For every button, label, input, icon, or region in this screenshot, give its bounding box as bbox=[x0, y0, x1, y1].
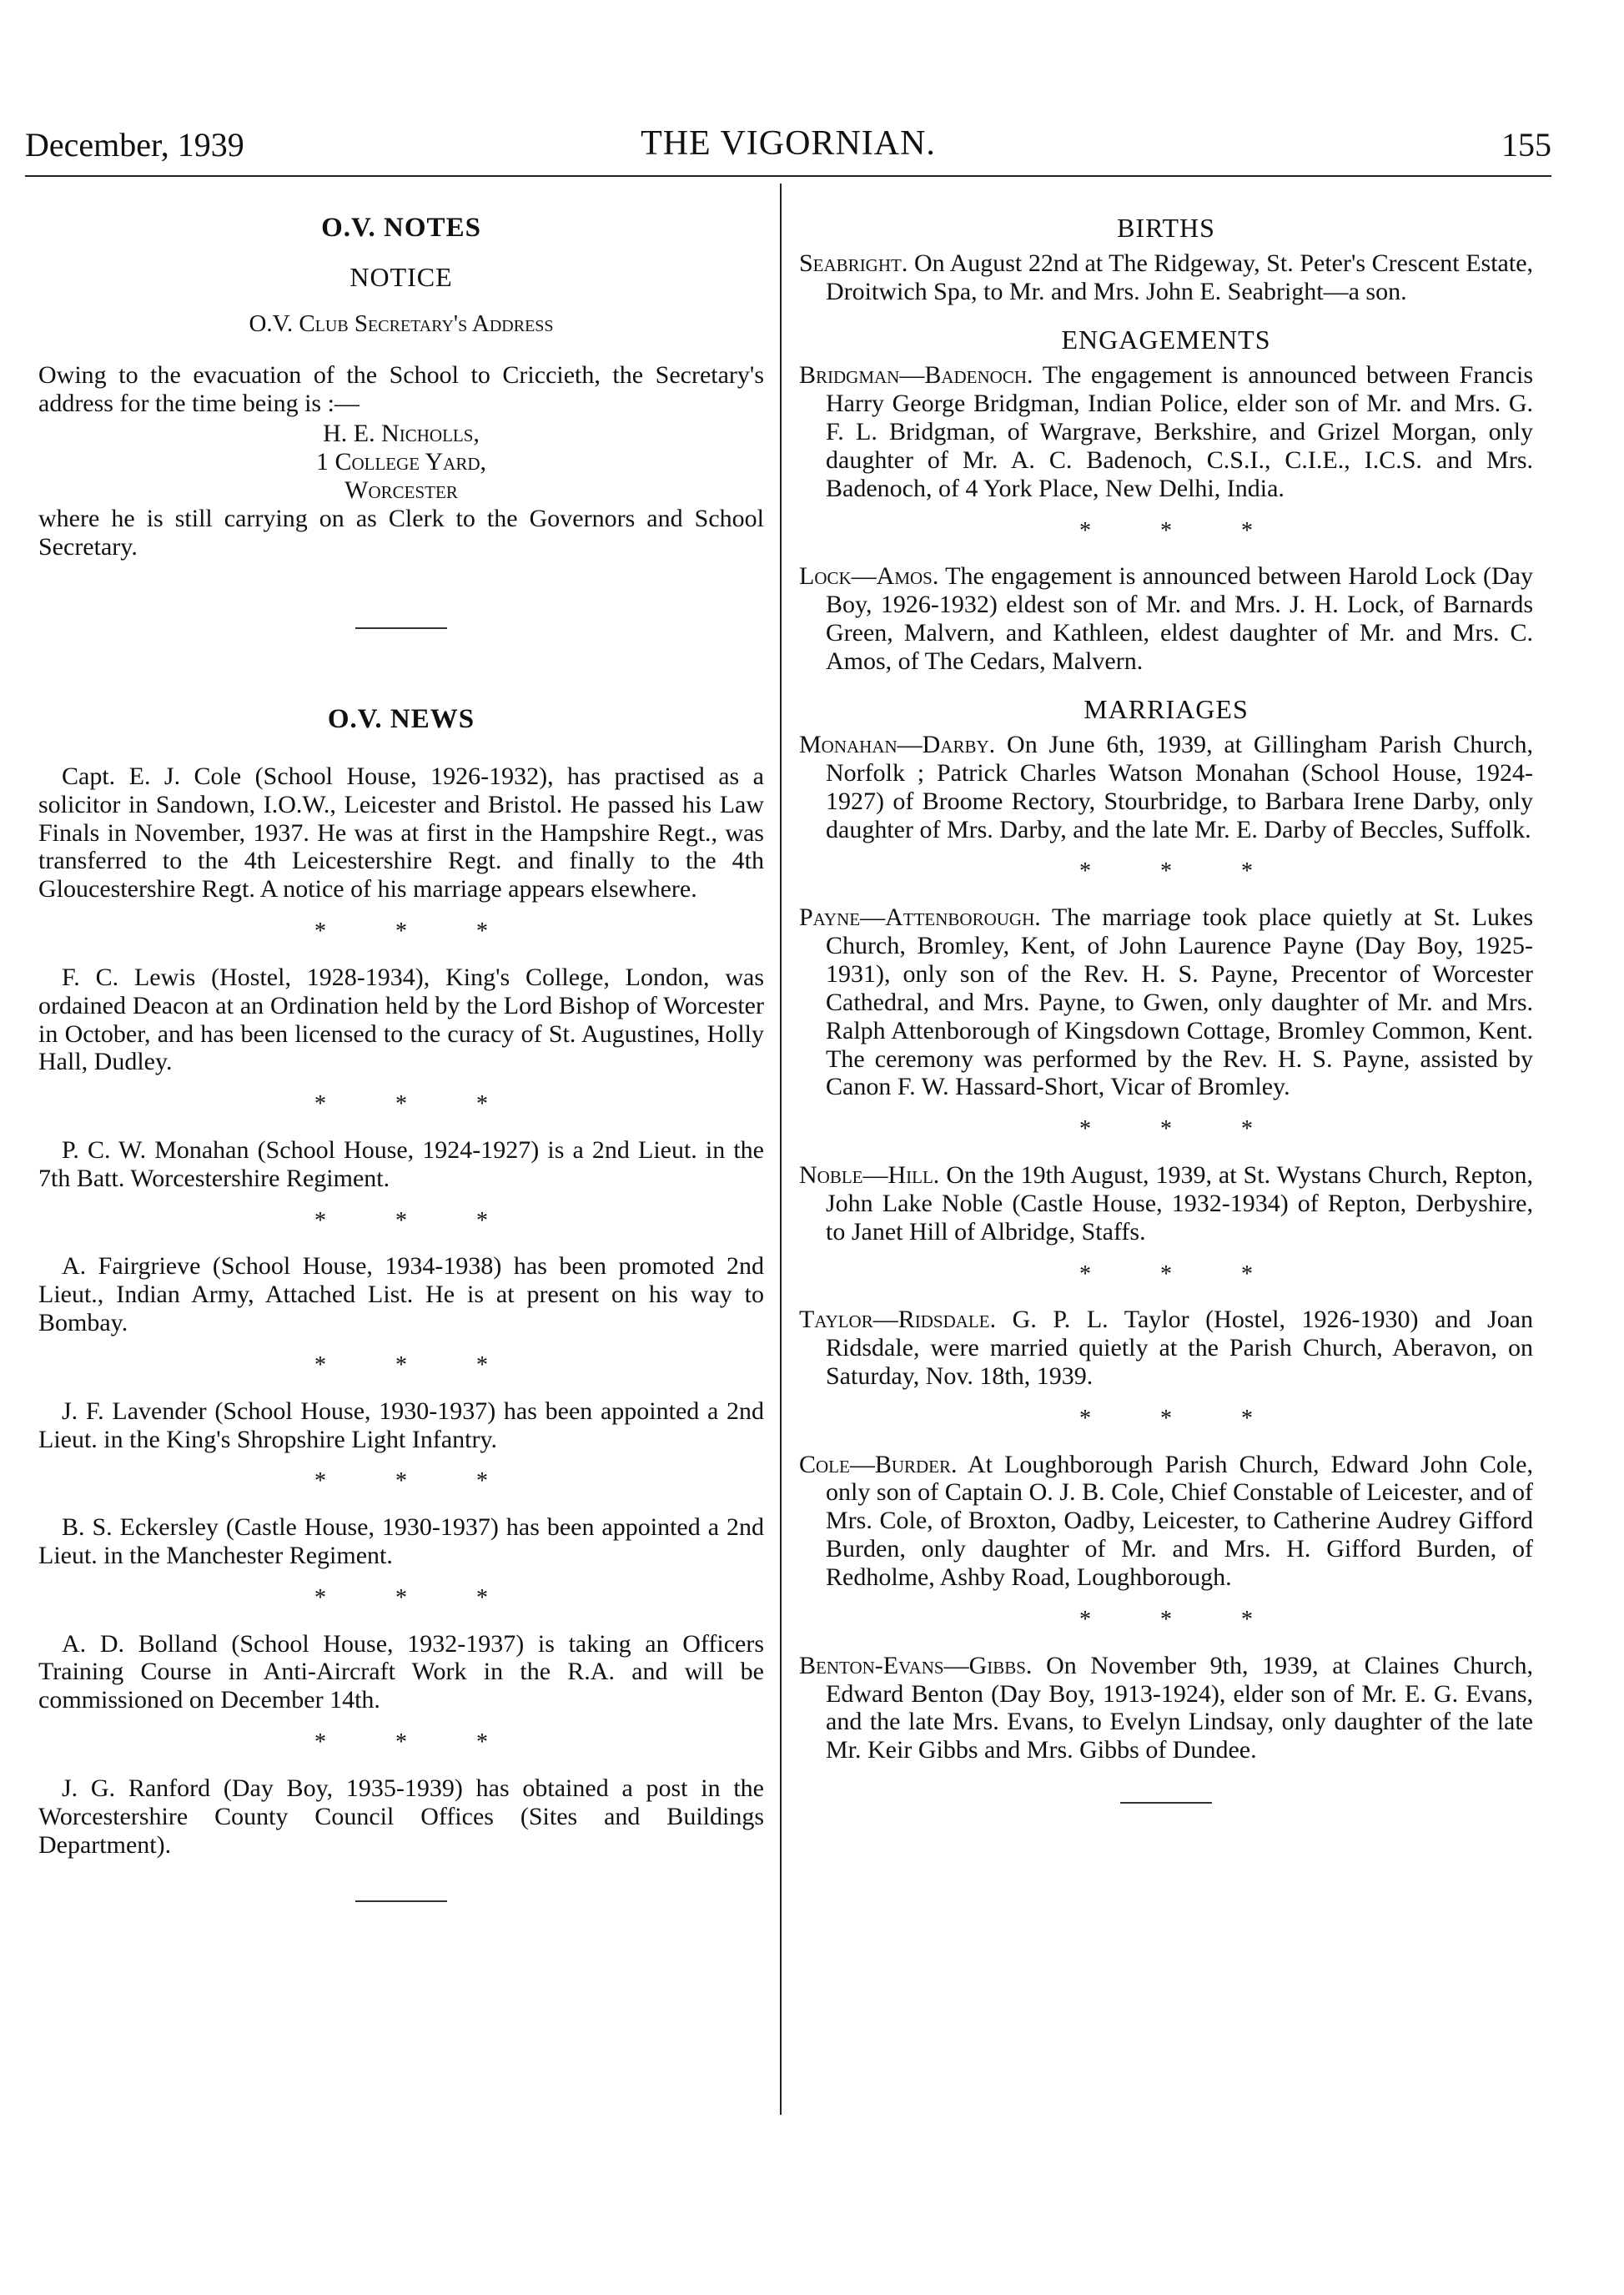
entry-names: Payne—Attenborough. bbox=[799, 903, 1041, 932]
entry-names: Bridgman—Badenoch. bbox=[799, 361, 1033, 390]
separator-stars: * * * bbox=[314, 919, 520, 945]
marriage-entry bbox=[799, 1652, 1533, 1765]
marriage-entry bbox=[799, 731, 1533, 844]
address-heading: O.V. Club Secretary's Address bbox=[249, 310, 554, 338]
entry-names: Monahan—Darby. bbox=[799, 730, 996, 758]
marriage-entry bbox=[799, 903, 1533, 1101]
entry-text: The engagement is announced between Francis Harry George Bridgman, Indian Police, elder son of Mr. and Mrs. G. F. L. Bridgman, of Wargrave, Berkshire, and Grizel Morgan, only daughter of Mr. A. C. Badenoch, C.S.I., C.I.E., I.C.S. and Mrs. Badenoch, of 4 York Place, New Delhi, India. bbox=[826, 361, 1533, 502]
news-item bbox=[38, 762, 764, 903]
notice-heading: NOTICE bbox=[349, 262, 453, 293]
separator-stars: * * * bbox=[1079, 517, 1285, 544]
entry-text: On June 6th, 1939, at Gillingham Parish Church, Norfolk ; Patrick Charles Watson Monahan (School House, 1924-1927) of Broome Rectory, Stourbridge, to Barbara Irene Darby, only daughter of Mrs. Darby, and the late Mr. E. Darby of Beccles, Suffolk. bbox=[826, 730, 1533, 843]
entry-text: On the 19th August, 1939, at St. Wystans Church, Repton, John Lake Noble (Castle House, 1932-1934) of Repton, Derbyshire, to Janet Hill of Albridge, Staffs. bbox=[826, 1160, 1534, 1246]
entry-names: Taylor—Ridsdale. bbox=[799, 1306, 997, 1334]
notice-text: Owing to the evacuation of the School to Criccieth, the Secretary's address for the time being is :— bbox=[38, 361, 764, 418]
ov-notes-heading: O.V. NOTES bbox=[321, 213, 481, 243]
news-item bbox=[38, 1774, 764, 1860]
separator-stars: * * * bbox=[1079, 1405, 1285, 1432]
column-divider bbox=[780, 184, 782, 2115]
separator-stars: * * * bbox=[1079, 1116, 1285, 1143]
separator-stars: * * * bbox=[314, 1729, 520, 1756]
births-heading: BIRTHS bbox=[1117, 213, 1215, 243]
separator-stars: * * * bbox=[1079, 858, 1285, 885]
page-header bbox=[25, 117, 1551, 177]
marriages-heading: MARRIAGES bbox=[1084, 693, 1249, 724]
journal-title: THE VIGORNIAN. bbox=[641, 124, 936, 163]
news-text: P. C. W. Monahan (School House, 1924-1927) is a 2nd Lieut. in the 7th Batt. Worcestershire Regiment. bbox=[38, 1135, 764, 1192]
marriage-entry bbox=[799, 1306, 1533, 1391]
issue-date: December, 1939 bbox=[25, 126, 244, 164]
entry-names: Noble—Hill. bbox=[799, 1160, 940, 1189]
news-text: A. Fairgrieve (School House, 1934-1938) has been promoted 2nd Lieut., Indian Army, Attached List. He is at present on his way to Bombay. bbox=[38, 1252, 764, 1337]
engagements-heading: ENGAGEMENTS bbox=[1061, 324, 1271, 355]
separator-stars: * * * bbox=[1079, 1261, 1285, 1287]
marriage-entry bbox=[799, 1161, 1533, 1246]
news-item bbox=[38, 1136, 764, 1193]
news-item bbox=[38, 1630, 764, 1715]
birth-entry bbox=[799, 249, 1533, 306]
marriage-entry bbox=[799, 1451, 1533, 1592]
news-text: Capt. E. J. Cole (School House, 1926-1932), has practised as a solicitor in Sandown, I.O.W., Leicester and Bristol. He passed his Law Finals in November, 1937. He was at first in the Hampshire Regt., was transferred to the 4th Leicestershire Regt. and finally to the 4th Gloucestershire Regt. A notice of his marriage appears elsewhere. bbox=[38, 762, 764, 903]
news-item bbox=[38, 1252, 764, 1337]
entry-names: Benton-Evans—Gibbs. bbox=[799, 1651, 1033, 1679]
news-item bbox=[38, 964, 764, 1077]
entry-text: At Loughborough Parish Church, Edward John Cole, only son of Captain O. J. B. Cole, Chief Constable of Leicester, and of Mrs. Cole, of Broxton, Oadby, Leicester, to Catherine Audrey Gifford Burden, only daughter of Mr. and Mrs. H. Gifford Burden, of Redholme, Ashby Road, Loughborough. bbox=[826, 1450, 1533, 1592]
page-number: 155 bbox=[1501, 126, 1551, 164]
right-column bbox=[799, 213, 1533, 1804]
entry-text: The engagement is announced between Harold Lock (Day Boy, 1926-1932) eldest son of Mr. and Mrs. J. H. Lock, of Barnards Green, Malvern, and Kathleen, eldest daughter of Mr. and Mrs. C. Amos, of The Cedars, Malvern. bbox=[826, 562, 1533, 675]
notice-after: where he is still carrying on as Clerk to the Governors and School Secretary. bbox=[38, 504, 764, 561]
news-text: B. S. Eckersley (Castle House, 1930-1937) has been appointed a 2nd Lieut. in the Manchester Regiment. bbox=[38, 1513, 764, 1569]
separator-stars: * * * bbox=[314, 1468, 520, 1495]
left-column bbox=[38, 213, 764, 1902]
separator-stars: * * * bbox=[1079, 1606, 1285, 1633]
address-line: 1 College Yard, bbox=[315, 447, 487, 476]
ov-news-heading: O.V. NEWS bbox=[327, 704, 475, 735]
news-text: A. D. Bolland (School House, 1932-1937) is taking an Officers Training Course in Anti-Aircraft Work in the R.A. and will be commissioned on December 14th. bbox=[38, 1629, 764, 1714]
separator-stars: * * * bbox=[314, 1091, 520, 1118]
entry-text: On November 9th, 1939, at Claines Church, Edward Benton (Day Boy, 1913-1924), elder son of Mr. E. G. Evans, and the late Mrs. Evans, to Evelyn Lindsay, only daughter of the late Mr. Keir Gibbs and Mrs. Gibbs of Dundee. bbox=[826, 1651, 1534, 1764]
news-item bbox=[38, 1397, 764, 1454]
news-item bbox=[38, 1513, 764, 1570]
entry-text: The marriage took place quietly at St. Lukes Church, Bromley, Kent, of John Laurence Payne (Day Boy, 1925-1931), only son of the Rev. H. S. Payne, Precentor of Worcester Cathedral, and Mrs. Payne, to Gwen, only daughter of Mr. and Mrs. Ralph Attenborough of Kingsdown Cottage, Bromley Common, Kent. The ceremony was performed by the Rev. H. S. Payne, assisted by Canon F. W. Hassard-Short, Vicar of Bromley. bbox=[826, 903, 1533, 1101]
engagement-entry bbox=[799, 361, 1533, 502]
address-line: H. E. Nicholls, bbox=[323, 419, 480, 447]
separator-stars: * * * bbox=[314, 1207, 520, 1234]
section-rule bbox=[1120, 1802, 1212, 1804]
news-text: J. G. Ranford (Day Boy, 1935-1939) has obtained a post in the Worcestershire County Council Offices (Sites and Buildings Department). bbox=[38, 1774, 764, 1859]
entry-names: Cole—Burder. bbox=[799, 1450, 958, 1478]
address-line: Worcester bbox=[344, 476, 458, 504]
section-rule bbox=[355, 1900, 447, 1902]
entry-names: Lock—Amos. bbox=[799, 562, 939, 591]
section-rule bbox=[355, 627, 447, 629]
separator-stars: * * * bbox=[314, 1352, 520, 1379]
news-text: F. C. Lewis (Hostel, 1928-1934), King's College, London, was ordained Deacon at an Ordination held by the Lord Bishop of Worcester in October, and has been licensed to the curacy of St. Augustines, Holly Hall, Dudley. bbox=[38, 963, 764, 1076]
secretary-address bbox=[38, 420, 764, 505]
news-text: J. F. Lavender (School House, 1930-1937) has been appointed a 2nd Lieut. in the King's Shropshire Light Infantry. bbox=[38, 1397, 764, 1453]
separator-stars: * * * bbox=[314, 1584, 520, 1611]
entry-text: G. P. L. Taylor (Hostel, 1926-1930) and Joan Ridsdale, were married quietly at the Parish Church, Aberavon, on Saturday, Nov. 18th, 1939. bbox=[826, 1306, 1534, 1391]
entry-text: On August 22nd at The Ridgeway, St. Peter's Crescent Estate, Droitwich Spa, to Mr. and Mrs. John E. Seabright—a son. bbox=[826, 249, 1534, 306]
engagement-entry bbox=[799, 562, 1533, 676]
entry-names: Seabright. bbox=[799, 249, 908, 278]
